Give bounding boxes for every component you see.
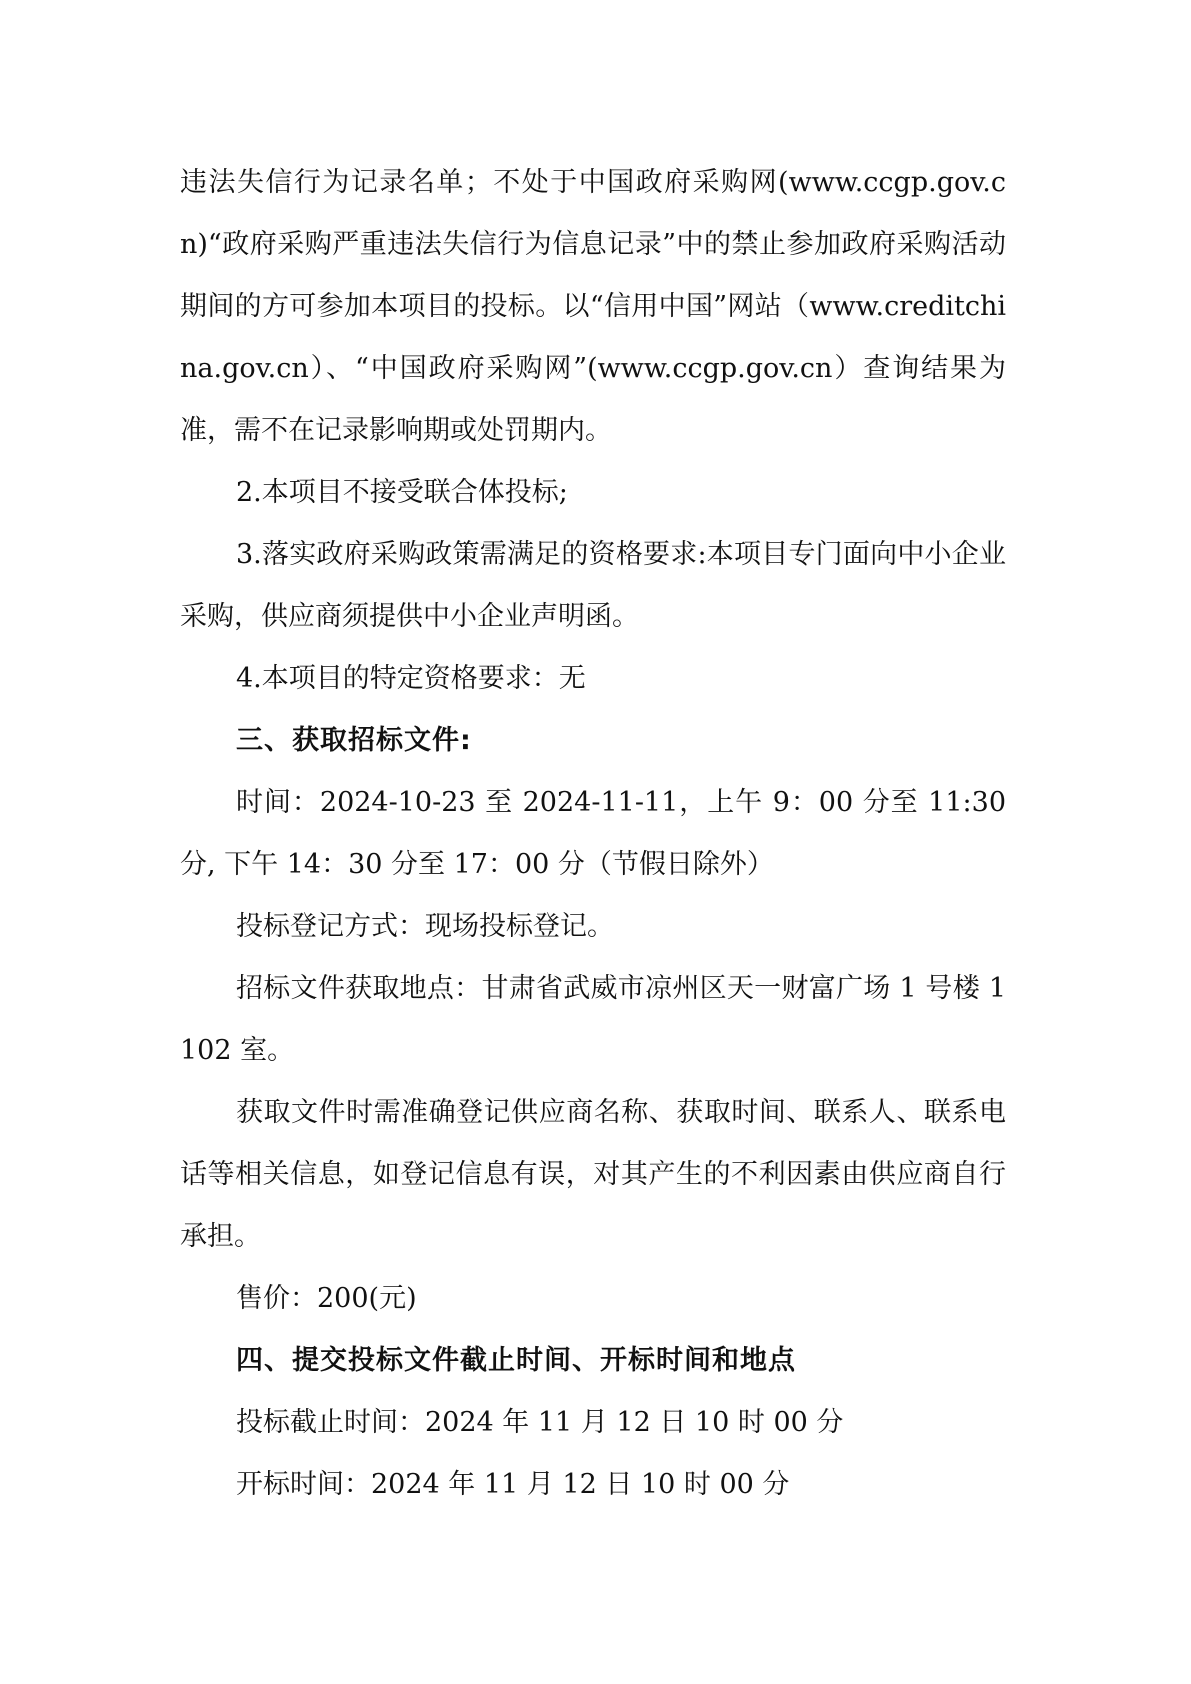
paragraph-registration-notice: 获取文件时需准确登记供应商名称、获取时间、联系人、联系电话等相关信息，如登记信息有误，对其产生的不利因素由供应商自行承担。 xyxy=(180,1097,1006,1252)
paragraph-specific-requirements: 4.本项目的特定资格要求：无 xyxy=(236,663,586,694)
paragraph-registration-method: 投标登记方式：现场投标登记。 xyxy=(236,911,614,942)
paragraph-bid-deadline: 投标截止时间：2024 年 11 月 12 日 10 时 00 分 xyxy=(236,1407,844,1438)
paragraph-no-consortium: 2.本项目不接受联合体投标; xyxy=(236,477,568,508)
paragraph-price: 售价：200(元) xyxy=(236,1283,417,1314)
paragraph-bid-opening-time: 开标时间：2024 年 11 月 12 日 10 时 00 分 xyxy=(236,1469,790,1500)
paragraph-obtain-location: 招标文件获取地点：甘肃省武威市凉州区天一财富广场 1 号楼 1102 室。 xyxy=(180,973,1006,1066)
paragraph-obtain-time: 时间：2024-10-23 至 2024-11-11，上午 9：00 分至 11:30 分, 下午 14：30 分至 17：00 分（节假日除外） xyxy=(180,787,1006,880)
section-heading-submission-opening: 四、提交投标文件截止时间、开标时间和地点 xyxy=(236,1345,796,1376)
paragraph-qualification-credit: 违法失信行为记录名单；不处于中国政府采购网(www.ccgp.gov.cn)“政府采购严重违法失信行为信息记录”中的禁止参加政府采购活动期间的方可参加本项目的投标。以“信用中国”网站（www.creditchina.gov.cn）、“中国政府采购网”(www.ccgp.gov.cn）查询结果为准，需不在记录影响期或处罚期内。 xyxy=(180,167,1006,446)
section-heading-obtain-documents: 三、获取招标文件: xyxy=(236,725,472,756)
paragraph-sme-policy: 3.落实政府采购政策需满足的资格要求:本项目专门面向中小企业采购，供应商须提供中小企业声明函。 xyxy=(180,539,1006,632)
